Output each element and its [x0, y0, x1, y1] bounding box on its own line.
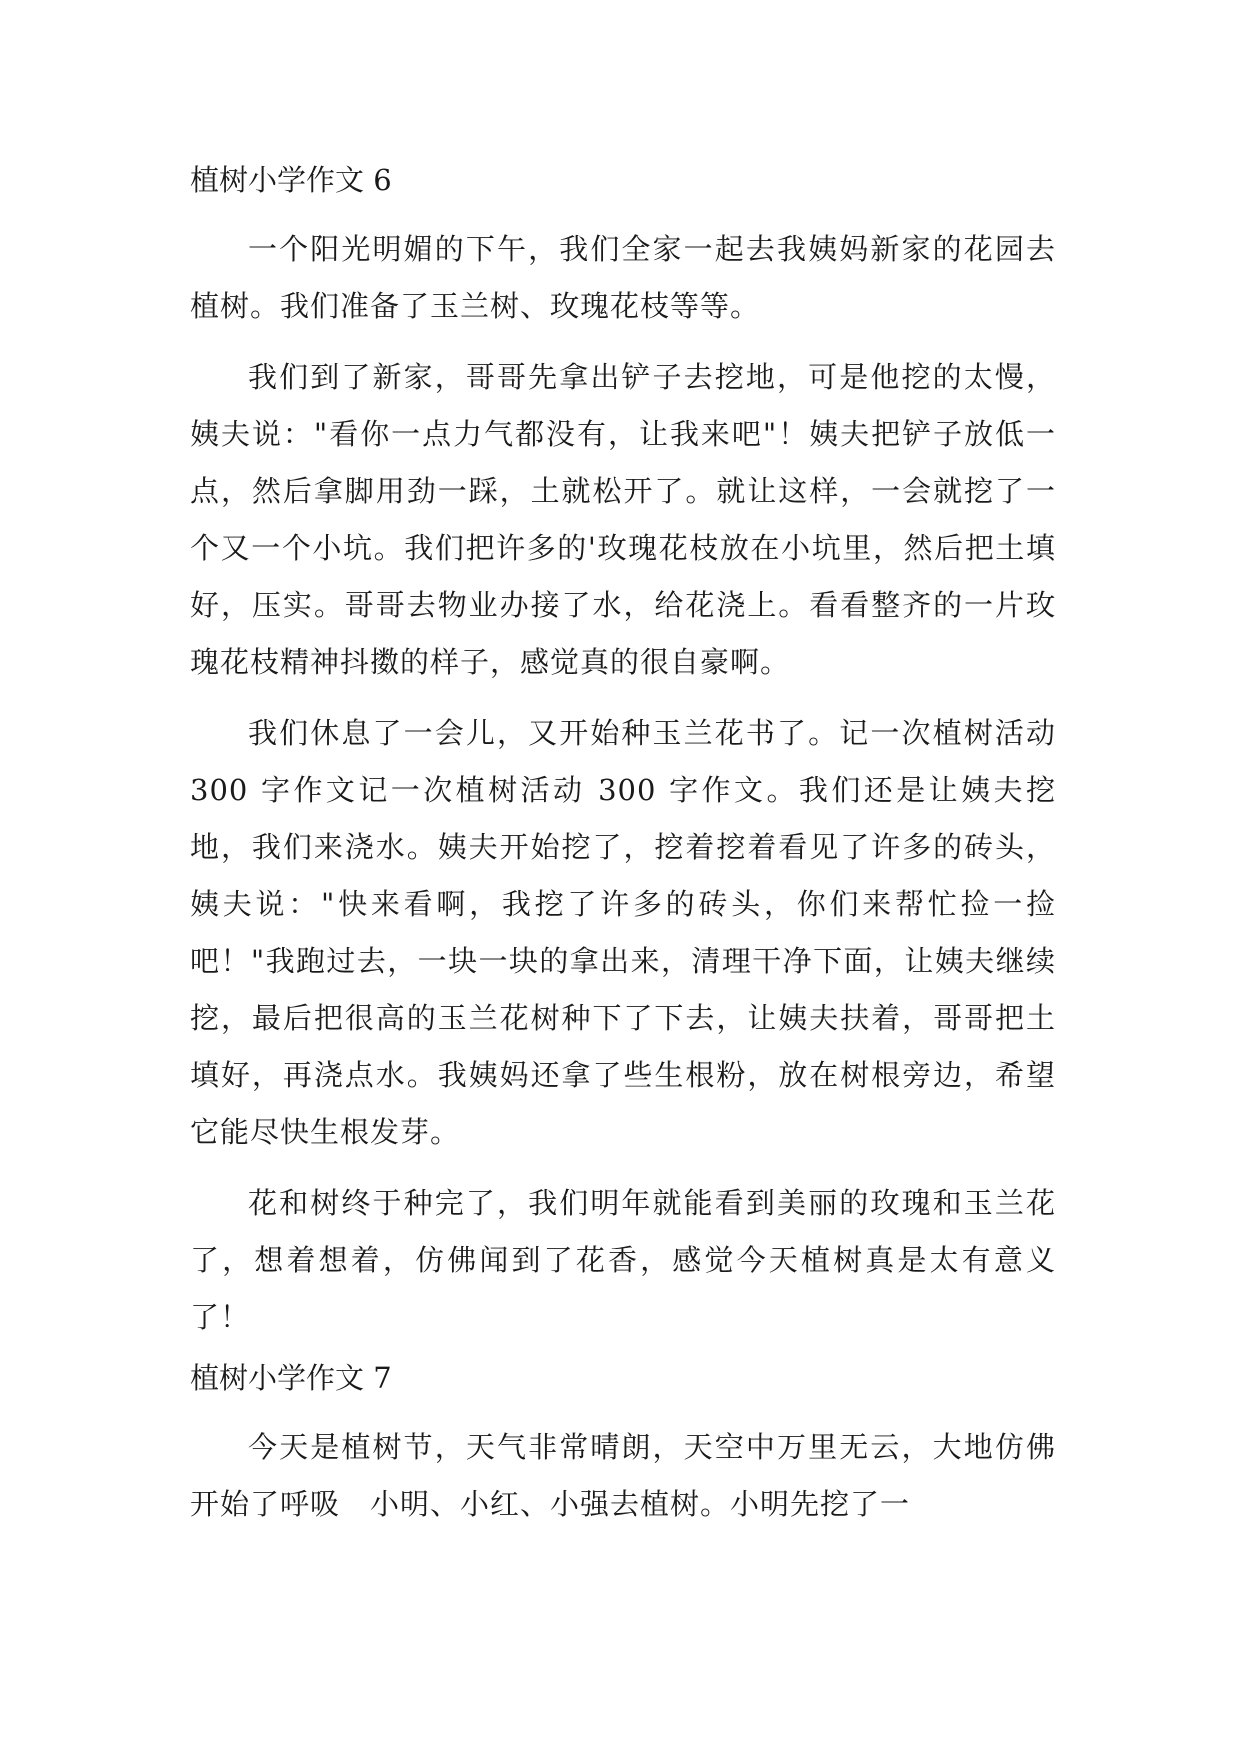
essay-6-title: 植树小学作文 6 — [190, 163, 392, 197]
essay-6-paragraph-4: 花和树终于种完了，我们明年就能看到美丽的玫瑰和玉兰花了，想着想着，仿佛闻到了花香，感觉今天植树真是太有意义了！ — [190, 1186, 1056, 1334]
essay-6-paragraph-1: 一个阳光明媚的下午，我们全家一起去我姨妈新家的花园去植树。我们准备了玉兰树、玫瑰花枝等等。 — [190, 232, 1056, 323]
essay-6-paragraph-2: 我们到了新家，哥哥先拿出铲子去挖地，可是他挖的太慢，姨夫说："看你一点力气都没有，让我来吧"！姨夫把铲子放低一点，然后拿脚用劲一踩，土就松开了。就让这样，一会就挖了一个又一个小坑。我们把许多的'玫瑰花枝放在小坑里，然后把土填好，压实。哥哥去物业办接了水，给花浇上。看看整齐的一片玫瑰花枝精神抖擞的样子，感觉真的很自豪啊。 — [190, 360, 1056, 679]
document-body — [190, 152, 1056, 1533]
essay-7-paragraph-1: 今天是植树节，天气非常晴朗，天空中万里无云，大地仿佛开始了呼吸 小明、小红、小强去植树。小明先挖了一 — [190, 1430, 1056, 1521]
essay-7-title: 植树小学作文 7 — [190, 1361, 392, 1395]
essay-6-paragraph-3: 我们休息了一会儿，又开始种玉兰花书了。记一次植树活动 300 字作文记一次植树活动 300 字作文。我们还是让姨夫挖地，我们来浇水。姨夫开始挖了，挖着挖着看见了许多的砖头，姨夫说："快来看啊，我挖了许多的砖头，你们来帮忙捡一捡吧！"我跑过去，一块一块的拿出来，清理干净下面，让姨夫继续挖，最后把很高的玉兰花树种下了下去，让姨夫扶着，哥哥把土填好，再浇点水。我姨妈还拿了些生根粉，放在树根旁边，希望它能尽快生根发芽。 — [190, 716, 1056, 1149]
